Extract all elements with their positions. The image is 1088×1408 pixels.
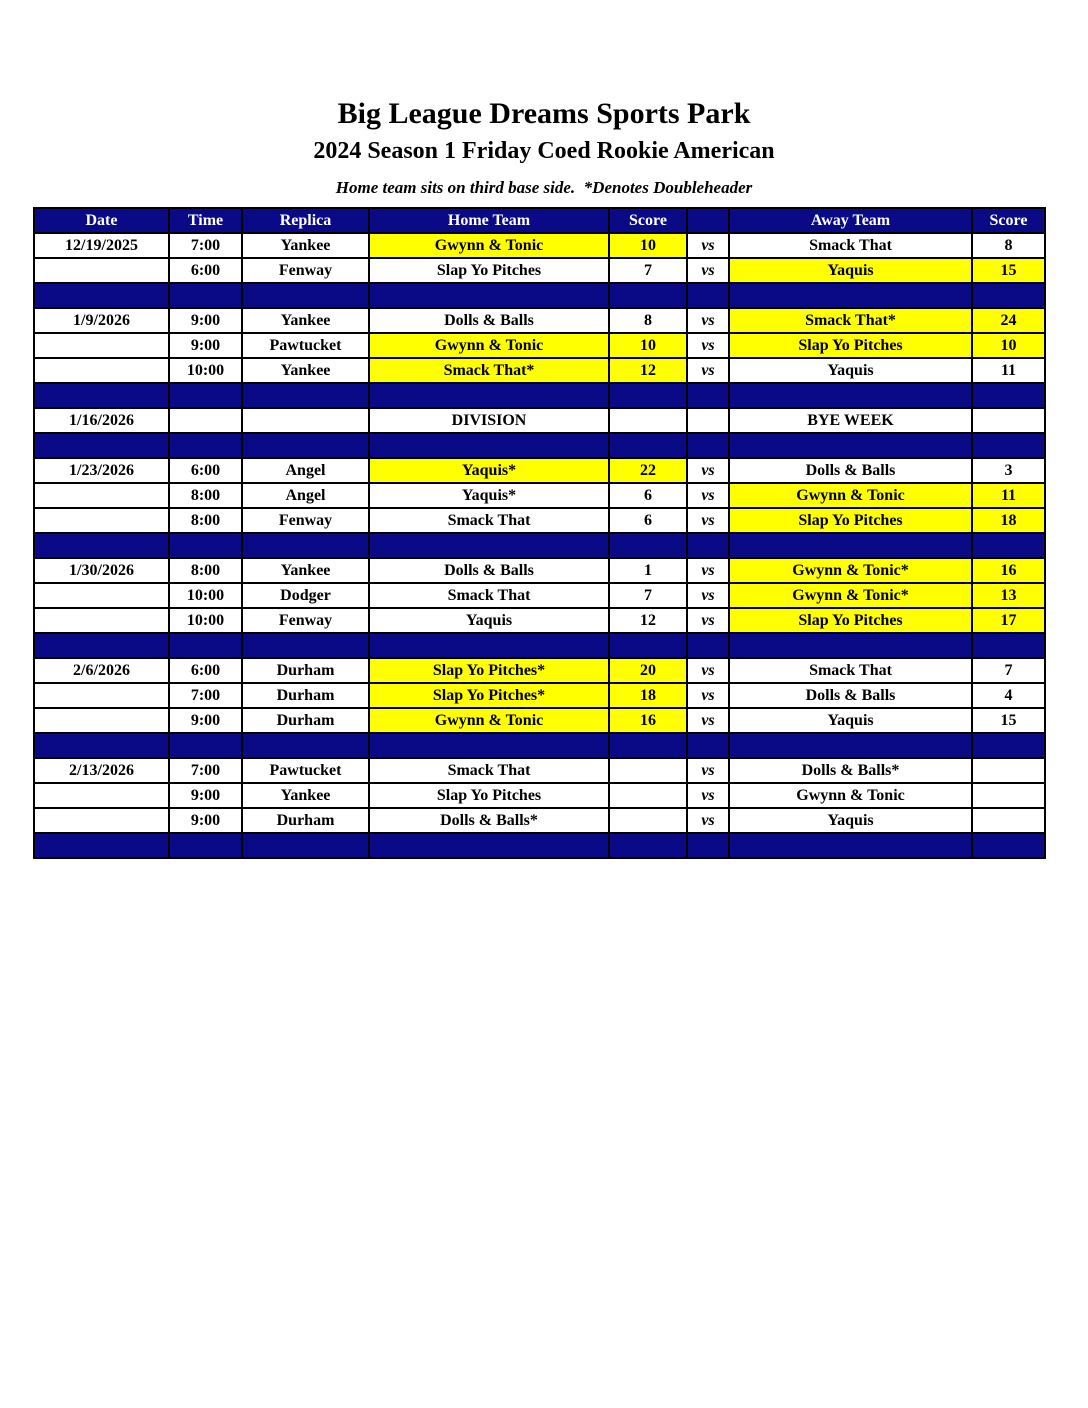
replica-cell: Fenway: [242, 608, 369, 633]
away-score-cell: 15: [972, 258, 1045, 283]
home-team-cell: Dolls & Balls*: [369, 808, 609, 833]
replica-cell: Pawtucket: [242, 758, 369, 783]
home-score-cell: [609, 758, 687, 783]
date-cell: 1/9/2026: [34, 308, 169, 333]
time-cell: 7:00: [169, 758, 242, 783]
away-team-cell: Dolls & Balls*: [729, 758, 972, 783]
separator-cell: [972, 533, 1045, 558]
replica-cell: Durham: [242, 708, 369, 733]
away-score-cell: 13: [972, 583, 1045, 608]
away-score-cell: 11: [972, 358, 1045, 383]
date-cell: [34, 483, 169, 508]
separator-cell: [169, 383, 242, 408]
schedule-body: [34, 233, 1045, 858]
time-cell: 10:00: [169, 583, 242, 608]
time-cell: [169, 408, 242, 433]
separator-cell: [169, 533, 242, 558]
home-score-cell: 20: [609, 658, 687, 683]
separator-cell: [369, 533, 609, 558]
time-cell: 9:00: [169, 333, 242, 358]
away-score-cell: 7: [972, 658, 1045, 683]
separator-cell: [369, 833, 609, 858]
separator-cell: [609, 383, 687, 408]
away-team-cell: Dolls & Balls: [729, 458, 972, 483]
separator-cell: [687, 733, 729, 758]
away-score-cell: 4: [972, 683, 1045, 708]
separator-cell: [609, 533, 687, 558]
home-team-cell: Slap Yo Pitches: [369, 258, 609, 283]
separator-cell: [242, 533, 369, 558]
date-cell: [34, 583, 169, 608]
separator-cell: [972, 633, 1045, 658]
date-cell: [34, 783, 169, 808]
table-row: [34, 558, 1045, 583]
time-cell: 6:00: [169, 458, 242, 483]
away-team-cell: Gwynn & Tonic: [729, 783, 972, 808]
separator-cell: [729, 533, 972, 558]
page-header: [0, 0, 1088, 198]
away-score-cell: 16: [972, 558, 1045, 583]
col-header-away-team: Away Team: [729, 208, 972, 233]
separator-row: [34, 433, 1045, 458]
away-team-cell: Smack That: [729, 658, 972, 683]
away-score-cell: 17: [972, 608, 1045, 633]
table-row: [34, 783, 1045, 808]
date-cell: [34, 358, 169, 383]
vs-cell: vs: [687, 333, 729, 358]
home-score-cell: [609, 408, 687, 433]
home-team-cell: DIVISION: [369, 408, 609, 433]
away-score-cell: 24: [972, 308, 1045, 333]
separator-cell: [369, 383, 609, 408]
date-cell: 2/13/2026: [34, 758, 169, 783]
home-team-cell: Smack That*: [369, 358, 609, 383]
separator-row: [34, 733, 1045, 758]
home-score-cell: [609, 783, 687, 808]
col-header-replica: Replica: [242, 208, 369, 233]
table-row: [34, 233, 1045, 258]
date-cell: [34, 708, 169, 733]
replica-cell: Yankee: [242, 233, 369, 258]
separator-cell: [687, 833, 729, 858]
table-row: [34, 608, 1045, 633]
home-team-cell: Slap Yo Pitches*: [369, 683, 609, 708]
home-team-cell: Smack That: [369, 508, 609, 533]
date-cell: 1/30/2026: [34, 558, 169, 583]
date-cell: 12/19/2025: [34, 233, 169, 258]
table-row: [34, 458, 1045, 483]
replica-cell: Yankee: [242, 308, 369, 333]
vs-cell: vs: [687, 458, 729, 483]
away-score-cell: 8: [972, 233, 1045, 258]
away-team-cell: Yaquis: [729, 708, 972, 733]
home-score-cell: 6: [609, 508, 687, 533]
away-score-cell: 3: [972, 458, 1045, 483]
separator-cell: [729, 733, 972, 758]
vs-cell: vs: [687, 708, 729, 733]
separator-cell: [169, 433, 242, 458]
date-cell: [34, 258, 169, 283]
home-score-cell: 12: [609, 358, 687, 383]
separator-cell: [169, 283, 242, 308]
separator-cell: [687, 633, 729, 658]
replica-cell: Yankee: [242, 358, 369, 383]
away-team-cell: Yaquis: [729, 258, 972, 283]
away-score-cell: 10: [972, 333, 1045, 358]
date-cell: [34, 608, 169, 633]
separator-cell: [242, 633, 369, 658]
home-score-cell: 1: [609, 558, 687, 583]
away-team-cell: Smack That*: [729, 308, 972, 333]
home-team-cell: Dolls & Balls: [369, 558, 609, 583]
table-row: [34, 408, 1045, 433]
table-row: [34, 583, 1045, 608]
vs-cell: vs: [687, 358, 729, 383]
page-title: Big League Dreams Sports Park: [337, 97, 751, 130]
table-row: [34, 483, 1045, 508]
home-score-cell: 8: [609, 308, 687, 333]
table-row: [34, 333, 1045, 358]
vs-cell: vs: [687, 308, 729, 333]
home-score-cell: 7: [609, 258, 687, 283]
time-cell: 7:00: [169, 683, 242, 708]
home-team-cell: Yaquis*: [369, 458, 609, 483]
away-team-cell: Gwynn & Tonic: [729, 483, 972, 508]
vs-cell: vs: [687, 483, 729, 508]
away-score-cell: [972, 783, 1045, 808]
away-team-cell: Gwynn & Tonic*: [729, 583, 972, 608]
separator-cell: [729, 633, 972, 658]
date-cell: [34, 333, 169, 358]
separator-cell: [687, 383, 729, 408]
home-team-cell: Slap Yo Pitches*: [369, 658, 609, 683]
separator-cell: [169, 833, 242, 858]
separator-row: [34, 633, 1045, 658]
replica-cell: [242, 408, 369, 433]
separator-row: [34, 833, 1045, 858]
date-cell: 1/16/2026: [34, 408, 169, 433]
home-score-cell: 6: [609, 483, 687, 508]
col-header-time: Time: [169, 208, 242, 233]
separator-cell: [609, 733, 687, 758]
separator-cell: [242, 283, 369, 308]
home-team-cell: Smack That: [369, 758, 609, 783]
home-score-cell: 7: [609, 583, 687, 608]
separator-cell: [34, 433, 169, 458]
date-cell: 1/23/2026: [34, 458, 169, 483]
separator-cell: [972, 433, 1045, 458]
time-cell: 6:00: [169, 258, 242, 283]
replica-cell: Pawtucket: [242, 333, 369, 358]
table-row: [34, 508, 1045, 533]
separator-cell: [34, 533, 169, 558]
time-cell: 7:00: [169, 233, 242, 258]
vs-cell: vs: [687, 758, 729, 783]
home-score-cell: 22: [609, 458, 687, 483]
replica-cell: Durham: [242, 683, 369, 708]
col-header-away-score: Score: [972, 208, 1045, 233]
separator-cell: [242, 833, 369, 858]
separator-row: [34, 383, 1045, 408]
table-row: [34, 258, 1045, 283]
home-team-cell: Smack That: [369, 583, 609, 608]
away-team-cell: Yaquis: [729, 358, 972, 383]
away-team-cell: Slap Yo Pitches: [729, 508, 972, 533]
separator-cell: [169, 733, 242, 758]
home-team-cell: Yaquis*: [369, 483, 609, 508]
separator-cell: [242, 733, 369, 758]
away-team-cell: Dolls & Balls: [729, 683, 972, 708]
separator-row: [34, 533, 1045, 558]
time-cell: 10:00: [169, 358, 242, 383]
time-cell: 9:00: [169, 308, 242, 333]
vs-cell: vs: [687, 233, 729, 258]
home-score-cell: [609, 808, 687, 833]
away-score-cell: [972, 808, 1045, 833]
replica-cell: Dodger: [242, 583, 369, 608]
table-row: [34, 358, 1045, 383]
separator-cell: [609, 283, 687, 308]
replica-cell: Yankee: [242, 558, 369, 583]
separator-cell: [729, 833, 972, 858]
vs-cell: vs: [687, 583, 729, 608]
replica-cell: Angel: [242, 483, 369, 508]
separator-cell: [972, 383, 1045, 408]
time-cell: 9:00: [169, 808, 242, 833]
home-team-cell: Gwynn & Tonic: [369, 708, 609, 733]
separator-cell: [369, 633, 609, 658]
separator-cell: [729, 433, 972, 458]
separator-cell: [369, 283, 609, 308]
col-header-date: Date: [34, 208, 169, 233]
replica-cell: Fenway: [242, 258, 369, 283]
vs-cell: vs: [687, 558, 729, 583]
separator-cell: [729, 283, 972, 308]
home-score-cell: 16: [609, 708, 687, 733]
separator-cell: [687, 433, 729, 458]
separator-cell: [609, 433, 687, 458]
home-score-cell: 10: [609, 233, 687, 258]
home-team-cell: Dolls & Balls: [369, 308, 609, 333]
page-note: Home team sits on third base side. *Denotes Doubleheader: [335, 178, 753, 197]
table-row: [34, 758, 1045, 783]
separator-cell: [972, 733, 1045, 758]
vs-cell: vs: [687, 658, 729, 683]
separator-cell: [34, 733, 169, 758]
replica-cell: Durham: [242, 658, 369, 683]
home-team-cell: Gwynn & Tonic: [369, 333, 609, 358]
table-row: [34, 808, 1045, 833]
replica-cell: Angel: [242, 458, 369, 483]
time-cell: 9:00: [169, 708, 242, 733]
away-team-cell: Slap Yo Pitches: [729, 608, 972, 633]
home-score-cell: 18: [609, 683, 687, 708]
away-score-cell: [972, 758, 1045, 783]
time-cell: 8:00: [169, 558, 242, 583]
away-team-cell: Slap Yo Pitches: [729, 333, 972, 358]
replica-cell: Yankee: [242, 783, 369, 808]
away-team-cell: Smack That: [729, 233, 972, 258]
page-subtitle: 2024 Season 1 Friday Coed Rookie American: [313, 138, 775, 164]
separator-cell: [169, 633, 242, 658]
vs-cell: vs: [687, 258, 729, 283]
table-row: [34, 308, 1045, 333]
replica-cell: Fenway: [242, 508, 369, 533]
away-score-cell: [972, 408, 1045, 433]
away-score-cell: 11: [972, 483, 1045, 508]
separator-cell: [609, 833, 687, 858]
separator-cell: [687, 283, 729, 308]
col-header-vs: [687, 208, 729, 233]
date-cell: [34, 808, 169, 833]
home-score-cell: 10: [609, 333, 687, 358]
separator-cell: [609, 633, 687, 658]
away-team-cell: Gwynn & Tonic*: [729, 558, 972, 583]
separator-cell: [34, 833, 169, 858]
separator-cell: [242, 433, 369, 458]
header-row: [34, 208, 1045, 233]
separator-row: [34, 283, 1045, 308]
col-header-home-score: Score: [609, 208, 687, 233]
replica-cell: Durham: [242, 808, 369, 833]
separator-cell: [687, 533, 729, 558]
date-cell: 2/6/2026: [34, 658, 169, 683]
separator-cell: [34, 383, 169, 408]
vs-cell: [687, 408, 729, 433]
separator-cell: [972, 833, 1045, 858]
home-team-cell: Yaquis: [369, 608, 609, 633]
time-cell: 9:00: [169, 783, 242, 808]
col-header-home-team: Home Team: [369, 208, 609, 233]
table-row: [34, 708, 1045, 733]
time-cell: 10:00: [169, 608, 242, 633]
vs-cell: vs: [687, 783, 729, 808]
away-score-cell: 18: [972, 508, 1045, 533]
time-cell: 6:00: [169, 658, 242, 683]
vs-cell: vs: [687, 808, 729, 833]
away-team-cell: Yaquis: [729, 808, 972, 833]
table-row: [34, 683, 1045, 708]
table-row: [34, 658, 1045, 683]
separator-cell: [729, 383, 972, 408]
home-score-cell: 12: [609, 608, 687, 633]
time-cell: 8:00: [169, 483, 242, 508]
separator-cell: [369, 433, 609, 458]
separator-cell: [972, 283, 1045, 308]
separator-cell: [242, 383, 369, 408]
separator-cell: [34, 283, 169, 308]
time-cell: 8:00: [169, 508, 242, 533]
date-cell: [34, 683, 169, 708]
vs-cell: vs: [687, 508, 729, 533]
date-cell: [34, 508, 169, 533]
vs-cell: vs: [687, 608, 729, 633]
home-team-cell: Slap Yo Pitches: [369, 783, 609, 808]
away-team-cell: BYE WEEK: [729, 408, 972, 433]
home-team-cell: Gwynn & Tonic: [369, 233, 609, 258]
away-score-cell: 15: [972, 708, 1045, 733]
schedule-table: [33, 207, 1046, 859]
separator-cell: [369, 733, 609, 758]
separator-cell: [34, 633, 169, 658]
vs-cell: vs: [687, 683, 729, 708]
